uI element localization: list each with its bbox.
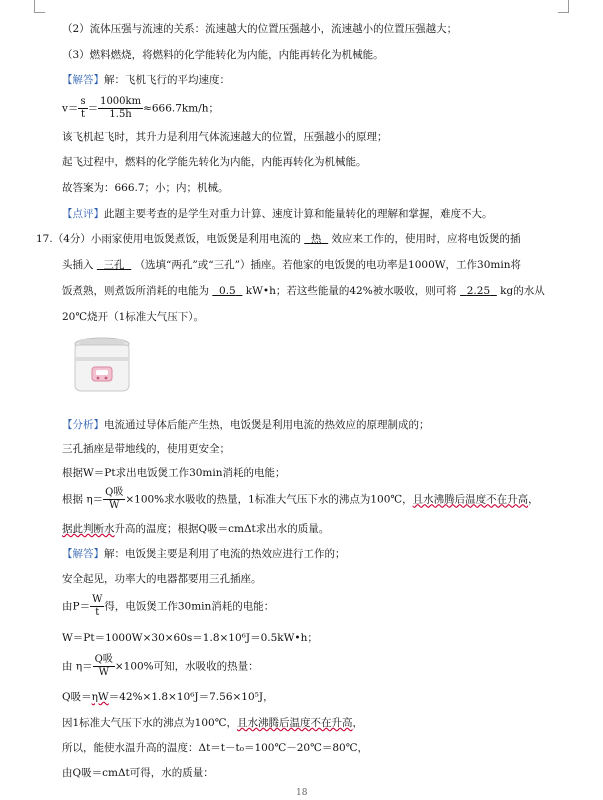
rice-cooker-image <box>70 335 134 393</box>
comment-tag: 【点评】 <box>62 208 104 220</box>
blank-answer-4: 2.25 <box>466 285 491 297</box>
fraction-efficiency: $\frac{\text{Q吸}}{W}$ <box>105 487 124 511</box>
crop-mark-right <box>558 0 569 13</box>
line-lift-principle: 该飞机起飞时，其升力是利用气体流速越大的位置，压强越小的原理； <box>62 131 388 143</box>
eq-lhs: v＝ <box>62 102 79 115</box>
eq-rhs: ≈666.7km/h； <box>143 102 220 115</box>
answer-tag: 【解答】 <box>62 74 104 86</box>
fraction-power: $\frac{W}{t}$ <box>92 594 103 618</box>
question-17-line-3: 饭煮熟，则煮饭所消耗的电能为 0.5 kW•h；若这些能量的42%被水吸收，则可将 2.25 kg的水从 <box>62 285 545 297</box>
solution-line-5: 由 η＝ $\frac{\text{Q吸}}{W}$ ×100%可知，水吸收的热量： <box>62 654 259 678</box>
question-17-line-4: 20℃烧开（1标准大气压下）。 <box>62 311 205 323</box>
analysis-line-4: 根据 η＝ $\frac{\text{Q吸}}{W}$ ×100%求水吸收的热量，1标准大气压下水的沸点为100℃，且水沸腾后温度不在升高， <box>62 487 539 511</box>
answer-line-1 <box>62 73 230 87</box>
fraction-s-over-t: $\frac{s}{t}$ <box>80 96 86 120</box>
answer-text: 解：飞机飞行的平均速度： <box>104 74 230 86</box>
page-number: 18 <box>296 788 308 798</box>
analysis-line-5: 据此判断水升高的温度；根据Q吸＝cmΔt求出水的质量。 <box>62 523 330 535</box>
solution-tag: 【解答】 <box>62 548 104 560</box>
solution-line-8: 所以，能使水温升高的温度：Δt＝t－t₀＝100℃－20℃＝80℃， <box>62 742 368 754</box>
analysis-line-2: 三孔插座是带地线的，使用更安全； <box>62 443 230 455</box>
analysis-line-1: 【分析】电流通过导体后能产生热，电饭煲是利用电流的热效应的原理制成的； <box>62 419 430 431</box>
solution-line-6: Q吸＝ηW＝42%×1.8×10⁶J＝7.56×10⁵J， <box>62 691 274 703</box>
comment-line <box>62 207 493 221</box>
solution-line-9: 由Q吸＝cmΔt可得，水的质量： <box>62 767 214 779</box>
solution-line-2: 安全起见，功率大的电器都要用三孔插座。 <box>62 573 262 585</box>
blank-answer-2: 三孔 <box>103 259 125 271</box>
fraction-distance-over-time: $\frac{1000km}{1.5h}$ <box>100 96 142 120</box>
solution-line-1: 【解答】解：电饭煲主要是利用了电流的热效应进行工作的； <box>62 548 346 560</box>
solution-line-4: W＝Pt＝1000W×30×60s＝1.8×10⁶J＝0.5kW•h； <box>62 632 318 644</box>
crop-mark-left <box>34 0 45 13</box>
analysis-line-3: 根据W＝Pt求出电饭煲工作30min消耗的电能； <box>62 467 286 479</box>
analysis-tag: 【分析】 <box>62 419 104 431</box>
blank-answer-3: 0.5 <box>219 285 236 297</box>
eq-mid: ＝ <box>87 102 99 115</box>
velocity-equation <box>62 96 219 121</box>
fraction-efficiency-2: $\frac{\text{Q吸}}{W}$ <box>94 654 113 678</box>
line-pressure-flow: （2）流体压强与流速的关系：流速越大的位置压强越小，流速越小的位置压强越大； <box>62 23 458 35</box>
question-17-line-1: 17.（4分）小雨家使用电饭煲煮饭，电饭煲是利用电流的 热 效应来工作的，使用时，应将电饭煲的插 <box>36 233 521 245</box>
solution-line-3: 由P＝ $\frac{W}{t}$ 得，电饭煲工作30min消耗的电能： <box>62 594 275 618</box>
blank-answer-1: 热 <box>310 233 322 245</box>
line-energy-conversion: 起飞过程中，燃料的化学能先转化为内能，内能再转化为机械能。 <box>62 156 367 168</box>
comment-text: 此题主要考查的是学生对重力计算、速度计算和能量转化的理解和掌握，难度不大。 <box>104 208 493 220</box>
question-17-line-2: 头插入 三孔 （选填“两孔”或“三孔”）插座。若他家的电饭煲的电功率是1000W，工作30min将 <box>62 259 521 271</box>
line-fuel-energy: （3）燃料燃烧，将燃料的化学能转化为内能，内能再转化为机械能。 <box>62 49 384 61</box>
line-answers: 故答案为：666.7；小；内；机械。 <box>62 182 229 194</box>
solution-line-7: 因1标准大气压下水的沸点为100℃，且水沸腾后温度不在升高， <box>62 717 363 729</box>
